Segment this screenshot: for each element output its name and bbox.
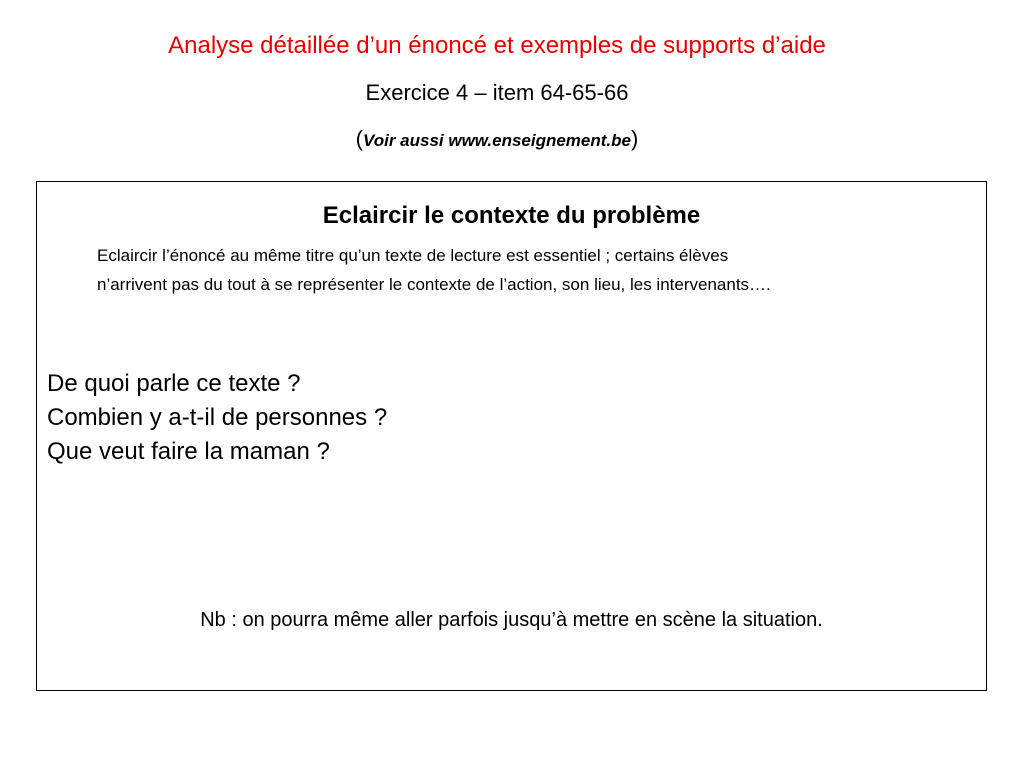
intro-line: n’arrivent pas du tout à se représenter le contexte de l’action, son lieu, les intervenants…. [97, 275, 771, 294]
box-heading: Eclaircir le contexte du problème [322, 202, 701, 229]
content-box [36, 181, 987, 691]
intro-line: Eclaircir l’énoncé au même titre qu’un texte de lecture est essentiel ; certains élèves [97, 246, 729, 265]
reference-line [0, 124, 994, 156]
question-item: Que veut faire la maman ? [47, 438, 330, 465]
question-list [47, 367, 387, 469]
slide-title: Analyse détaillée d’un énoncé et exemples de supports d’aide [168, 32, 826, 59]
reference-open-paren: ( [355, 126, 363, 151]
box-note: Nb : on pourra même aller parfois jusqu’à mettre en scène la situation. [200, 609, 823, 631]
question-item: De quoi parle ce texte ? [47, 370, 301, 397]
reference-link-text: Voir aussi www.enseignement.be [363, 131, 631, 150]
reference-close-paren: ) [630, 126, 639, 151]
question-item: Combien y a-t-il de personnes ? [47, 404, 388, 431]
box-intro [97, 241, 957, 299]
slide-subtitle: Exercice 4 – item 64-65-66 [365, 80, 629, 105]
